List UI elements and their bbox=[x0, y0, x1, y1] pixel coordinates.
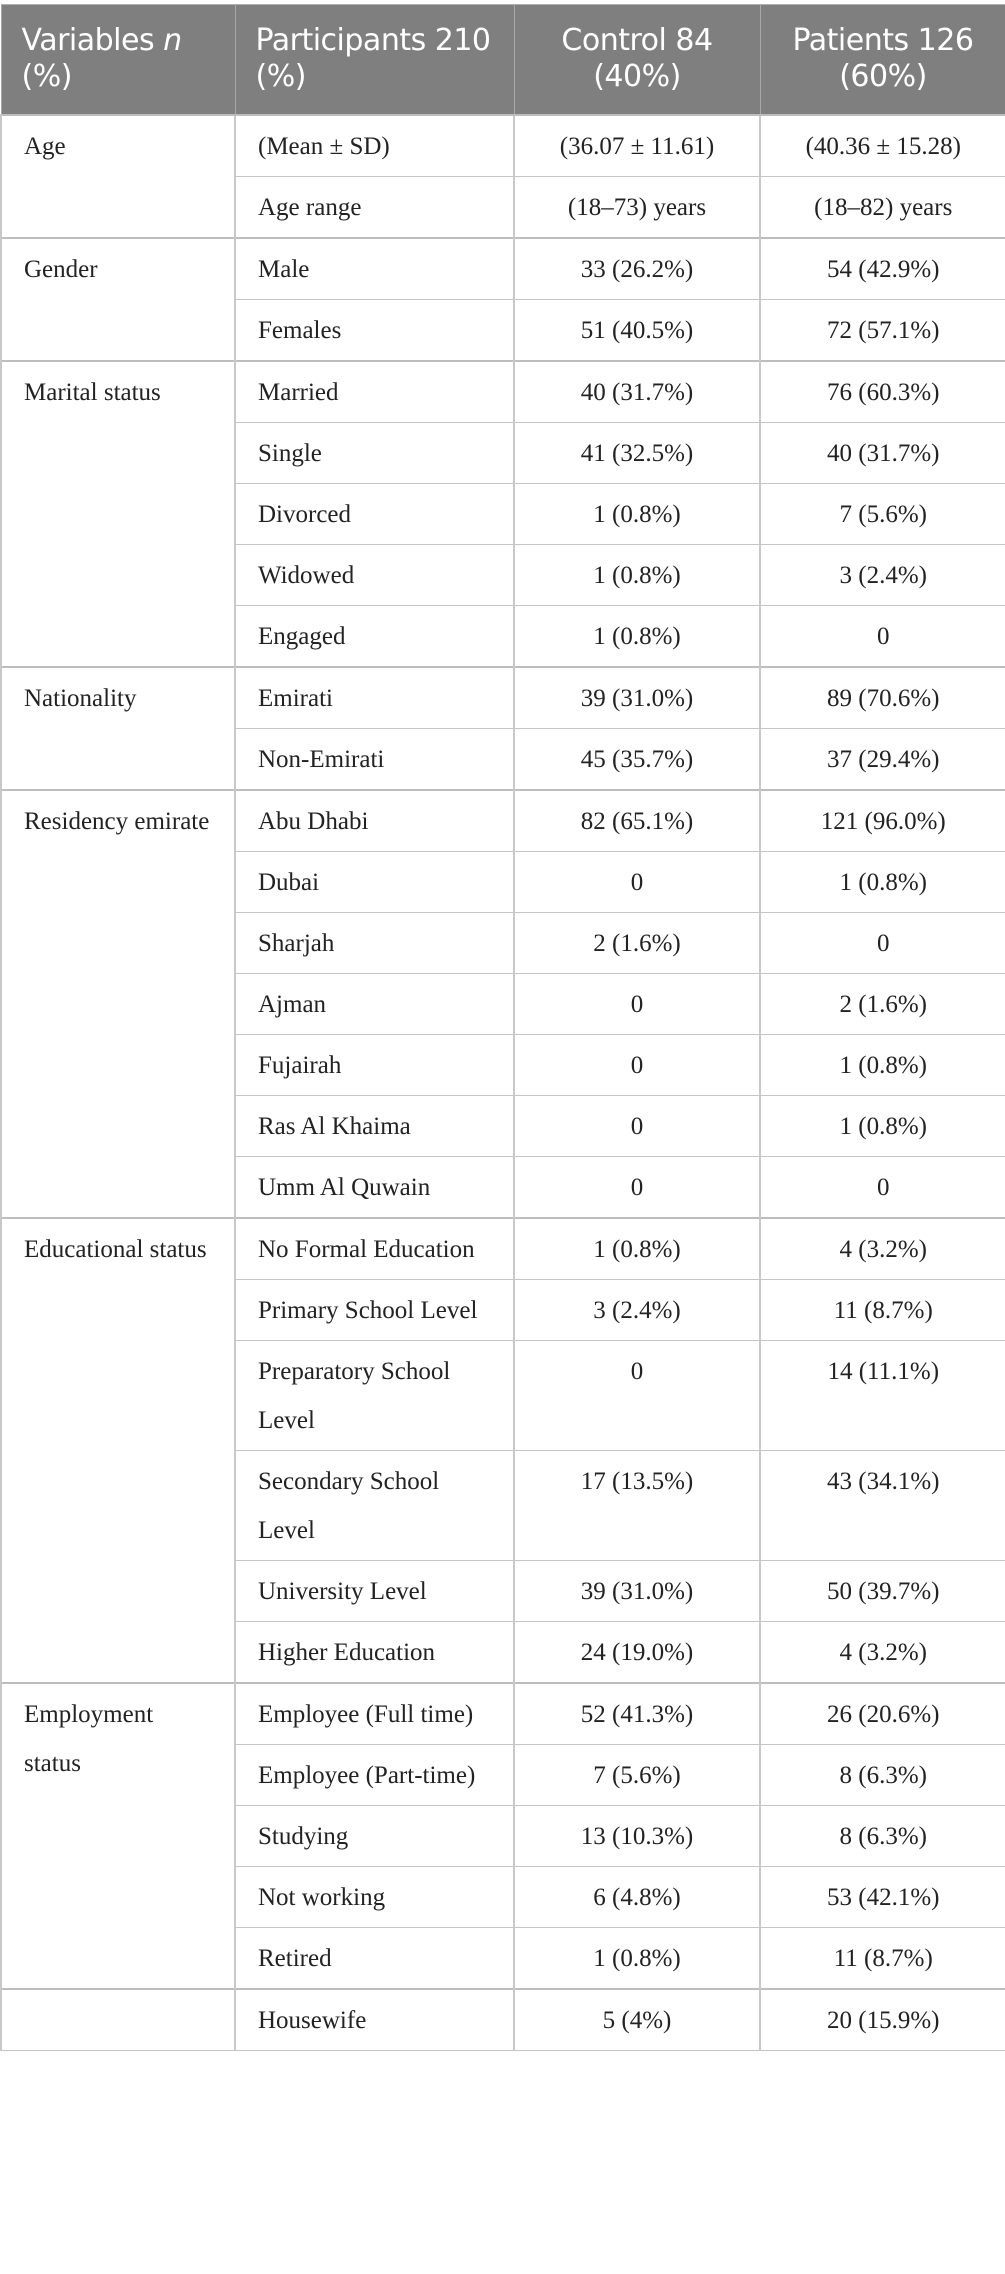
table-row bbox=[1, 238, 1005, 300]
header-variables-text: Variables bbox=[21, 23, 164, 59]
header-variables bbox=[1, 5, 235, 115]
demographics-table bbox=[0, 4, 1005, 2051]
patients-value-cell: 26 (20.6%) bbox=[760, 1683, 1005, 1745]
header-row bbox=[1, 5, 1005, 115]
category-cell: Abu Dhabi bbox=[235, 790, 514, 852]
table-row bbox=[1, 667, 1005, 729]
patients-value-cell: 89 (70.6%) bbox=[760, 667, 1005, 729]
patients-value-cell: 50 (39.7%) bbox=[760, 1560, 1005, 1621]
variable-cell: Nationality bbox=[1, 667, 235, 790]
patients-value-cell: 37 (29.4%) bbox=[760, 728, 1005, 790]
category-cell: Housewife bbox=[235, 1989, 514, 2051]
variable-cell: Educational status bbox=[1, 1218, 235, 1683]
category-cell: University Level bbox=[235, 1560, 514, 1621]
control-value-cell: 0 bbox=[514, 1095, 760, 1156]
variable-cell: Residency emirate bbox=[1, 790, 235, 1218]
table-body bbox=[1, 115, 1005, 2051]
header-patients: Patients 126 (60%) bbox=[760, 5, 1005, 115]
variable-cell: Employment status bbox=[1, 1683, 235, 1989]
table-row bbox=[1, 1683, 1005, 1745]
patients-value-cell: 8 (6.3%) bbox=[760, 1805, 1005, 1866]
category-cell: Primary School Level bbox=[235, 1279, 514, 1340]
control-value-cell: 3 (2.4%) bbox=[514, 1279, 760, 1340]
category-cell: No Formal Education bbox=[235, 1218, 514, 1280]
control-value-cell: 0 bbox=[514, 851, 760, 912]
control-value-cell: 1 (0.8%) bbox=[514, 544, 760, 605]
patients-value-cell: (18–82) years bbox=[760, 176, 1005, 238]
header-variables-pct: (%) bbox=[21, 59, 72, 95]
table-row bbox=[1, 1218, 1005, 1280]
patients-value-cell: 4 (3.2%) bbox=[760, 1218, 1005, 1280]
patients-value-cell: 8 (6.3%) bbox=[760, 1744, 1005, 1805]
category-cell: Umm Al Quwain bbox=[235, 1156, 514, 1218]
category-cell: Single bbox=[235, 422, 514, 483]
category-cell: Fujairah bbox=[235, 1034, 514, 1095]
patients-value-cell: 20 (15.9%) bbox=[760, 1989, 1005, 2051]
control-value-cell: 51 (40.5%) bbox=[514, 299, 760, 361]
patients-value-cell: 40 (31.7%) bbox=[760, 422, 1005, 483]
category-cell: (Mean ± SD) bbox=[235, 115, 514, 177]
control-value-cell: 2 (1.6%) bbox=[514, 912, 760, 973]
control-value-cell: 33 (26.2%) bbox=[514, 238, 760, 300]
patients-value-cell: 121 (96.0%) bbox=[760, 790, 1005, 852]
category-cell: Engaged bbox=[235, 605, 514, 667]
patients-value-cell: 76 (60.3%) bbox=[760, 361, 1005, 423]
variable-cell: Marital status bbox=[1, 361, 235, 667]
control-value-cell: 1 (0.8%) bbox=[514, 1218, 760, 1280]
category-cell: Higher Education bbox=[235, 1621, 514, 1683]
category-cell: Retired bbox=[235, 1927, 514, 1989]
header-variables-n: n bbox=[163, 23, 182, 59]
patients-value-cell: 0 bbox=[760, 912, 1005, 973]
patients-value-cell: (40.36 ± 15.28) bbox=[760, 115, 1005, 177]
control-value-cell: 0 bbox=[514, 1034, 760, 1095]
control-value-cell: 1 (0.8%) bbox=[514, 605, 760, 667]
patients-value-cell: 43 (34.1%) bbox=[760, 1450, 1005, 1560]
table-row bbox=[1, 790, 1005, 852]
table-row bbox=[1, 361, 1005, 423]
patients-value-cell: 1 (0.8%) bbox=[760, 1095, 1005, 1156]
table-header bbox=[1, 5, 1005, 115]
category-cell: Male bbox=[235, 238, 514, 300]
control-value-cell: 1 (0.8%) bbox=[514, 1927, 760, 1989]
category-cell: Studying bbox=[235, 1805, 514, 1866]
patients-value-cell: 4 (3.2%) bbox=[760, 1621, 1005, 1683]
patients-value-cell: 0 bbox=[760, 1156, 1005, 1218]
control-value-cell: (36.07 ± 11.61) bbox=[514, 115, 760, 177]
category-cell: Employee (Full time) bbox=[235, 1683, 514, 1745]
category-cell: Preparatory School Level bbox=[235, 1340, 514, 1450]
category-cell: Not working bbox=[235, 1866, 514, 1927]
control-value-cell: 82 (65.1%) bbox=[514, 790, 760, 852]
patients-value-cell: 1 (0.8%) bbox=[760, 851, 1005, 912]
category-cell: Non-Emirati bbox=[235, 728, 514, 790]
variable-cell: Gender bbox=[1, 238, 235, 361]
patients-value-cell: 11 (8.7%) bbox=[760, 1927, 1005, 1989]
control-value-cell: 24 (19.0%) bbox=[514, 1621, 760, 1683]
control-value-cell: 39 (31.0%) bbox=[514, 667, 760, 729]
patients-value-cell: 53 (42.1%) bbox=[760, 1866, 1005, 1927]
patients-value-cell: 7 (5.6%) bbox=[760, 483, 1005, 544]
category-cell: Widowed bbox=[235, 544, 514, 605]
patients-value-cell: 3 (2.4%) bbox=[760, 544, 1005, 605]
control-value-cell: 41 (32.5%) bbox=[514, 422, 760, 483]
control-value-cell: 5 (4%) bbox=[514, 1989, 760, 2051]
control-value-cell: 39 (31.0%) bbox=[514, 1560, 760, 1621]
control-value-cell: (18–73) years bbox=[514, 176, 760, 238]
patients-value-cell: 14 (11.1%) bbox=[760, 1340, 1005, 1450]
control-value-cell: 52 (41.3%) bbox=[514, 1683, 760, 1745]
patients-value-cell: 0 bbox=[760, 605, 1005, 667]
header-control: Control 84 (40%) bbox=[514, 5, 760, 115]
control-value-cell: 0 bbox=[514, 1156, 760, 1218]
category-cell: Age range bbox=[235, 176, 514, 238]
category-cell: Ras Al Khaima bbox=[235, 1095, 514, 1156]
header-participants: Participants 210 (%) bbox=[235, 5, 514, 115]
table-row bbox=[1, 1989, 1005, 2051]
category-cell: Divorced bbox=[235, 483, 514, 544]
control-value-cell: 13 (10.3%) bbox=[514, 1805, 760, 1866]
category-cell: Ajman bbox=[235, 973, 514, 1034]
variable-cell bbox=[1, 1989, 235, 2051]
category-cell: Married bbox=[235, 361, 514, 423]
control-value-cell: 17 (13.5%) bbox=[514, 1450, 760, 1560]
patients-value-cell: 72 (57.1%) bbox=[760, 299, 1005, 361]
category-cell: Secondary School Level bbox=[235, 1450, 514, 1560]
patients-value-cell: 54 (42.9%) bbox=[760, 238, 1005, 300]
category-cell: Sharjah bbox=[235, 912, 514, 973]
control-value-cell: 45 (35.7%) bbox=[514, 728, 760, 790]
patients-value-cell: 2 (1.6%) bbox=[760, 973, 1005, 1034]
control-value-cell: 40 (31.7%) bbox=[514, 361, 760, 423]
patients-value-cell: 11 (8.7%) bbox=[760, 1279, 1005, 1340]
patients-value-cell: 1 (0.8%) bbox=[760, 1034, 1005, 1095]
category-cell: Females bbox=[235, 299, 514, 361]
control-value-cell: 6 (4.8%) bbox=[514, 1866, 760, 1927]
category-cell: Dubai bbox=[235, 851, 514, 912]
control-value-cell: 7 (5.6%) bbox=[514, 1744, 760, 1805]
control-value-cell: 0 bbox=[514, 973, 760, 1034]
control-value-cell: 0 bbox=[514, 1340, 760, 1450]
category-cell: Emirati bbox=[235, 667, 514, 729]
table-row bbox=[1, 115, 1005, 177]
variable-cell: Age bbox=[1, 115, 235, 238]
category-cell: Employee (Part-time) bbox=[235, 1744, 514, 1805]
control-value-cell: 1 (0.8%) bbox=[514, 483, 760, 544]
